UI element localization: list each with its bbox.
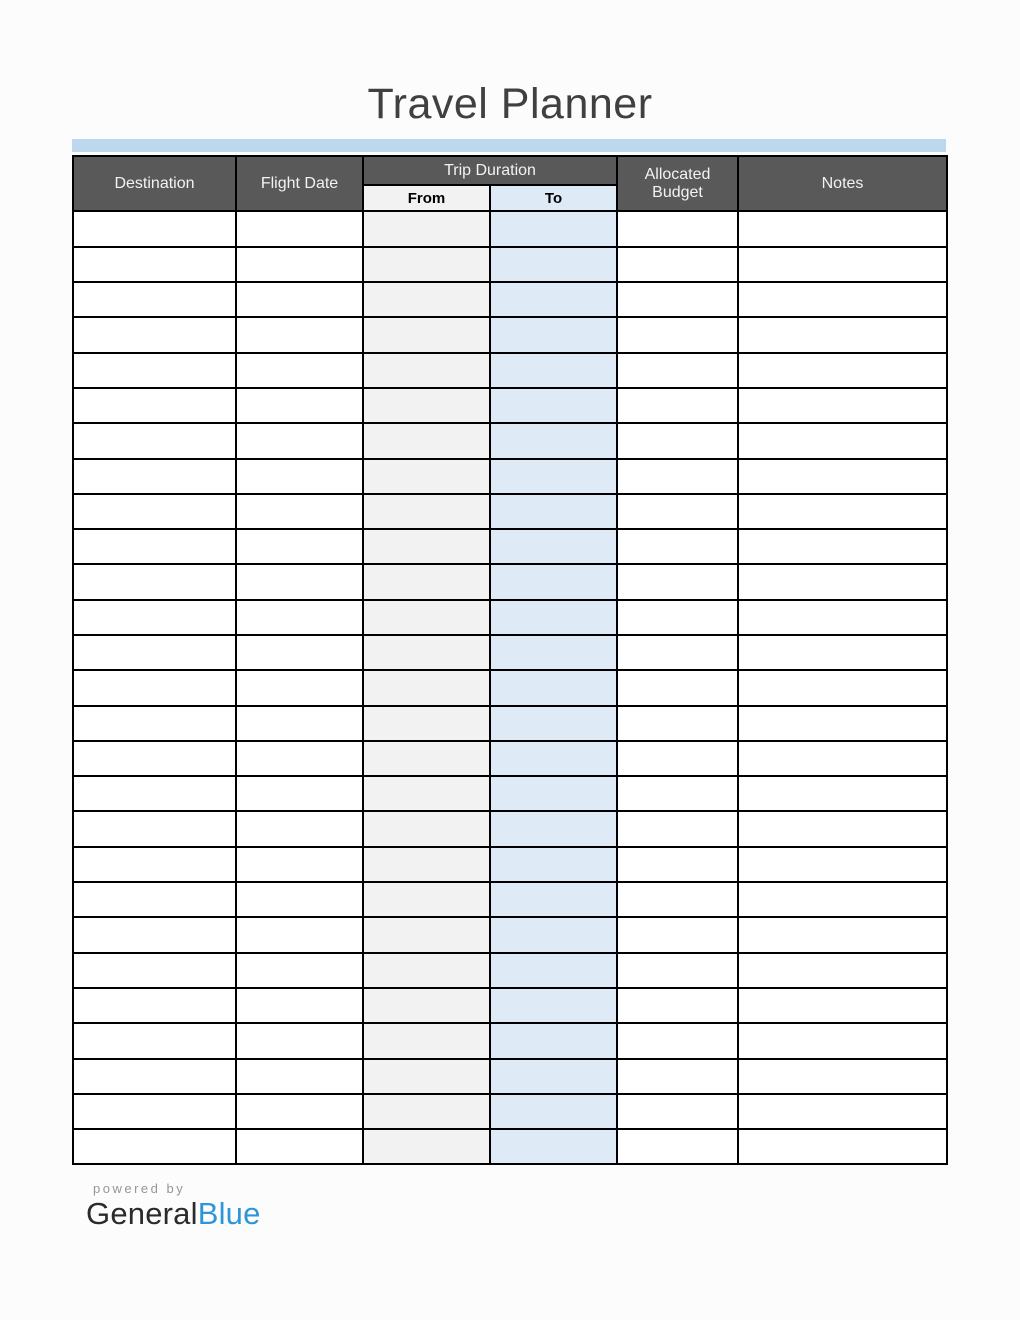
table-row (73, 317, 947, 352)
cell-trip-from[interactable] (363, 706, 490, 741)
cell-notes[interactable] (738, 741, 947, 776)
cell-allocated-budget[interactable] (617, 247, 738, 282)
cell-allocated-budget[interactable] (617, 706, 738, 741)
cell-destination[interactable] (73, 811, 236, 846)
table-row (73, 882, 947, 917)
cell-trip-to[interactable] (490, 317, 617, 352)
cell-trip-to[interactable] (490, 635, 617, 670)
cell-trip-to[interactable] (490, 1129, 617, 1164)
cell-trip-to[interactable] (490, 1023, 617, 1058)
column-header-from: From (363, 185, 490, 211)
cell-flight-date[interactable] (236, 635, 363, 670)
table-row (73, 494, 947, 529)
cell-destination[interactable] (73, 282, 236, 317)
cell-allocated-budget[interactable] (617, 317, 738, 352)
cell-trip-to[interactable] (490, 917, 617, 952)
cell-flight-date[interactable] (236, 388, 363, 423)
footer (86, 1181, 1020, 1231)
cell-trip-from[interactable] (363, 282, 490, 317)
cell-allocated-budget[interactable] (617, 1094, 738, 1129)
cell-notes[interactable] (738, 388, 947, 423)
cell-destination[interactable] (73, 706, 236, 741)
table-row (73, 917, 947, 952)
planner-table (72, 155, 948, 1165)
table-row (73, 459, 947, 494)
cell-allocated-budget[interactable] (617, 847, 738, 882)
table-row (73, 953, 947, 988)
cell-trip-to[interactable] (490, 741, 617, 776)
cell-allocated-budget[interactable] (617, 1129, 738, 1164)
cell-flight-date[interactable] (236, 706, 363, 741)
cell-notes[interactable] (738, 953, 947, 988)
cell-allocated-budget[interactable] (617, 917, 738, 952)
cell-allocated-budget[interactable] (617, 211, 738, 246)
cell-notes[interactable] (738, 1129, 947, 1164)
column-header-trip-duration: Trip Duration (363, 156, 617, 185)
cell-trip-to[interactable] (490, 247, 617, 282)
cell-trip-from[interactable] (363, 882, 490, 917)
cell-trip-to[interactable] (490, 494, 617, 529)
cell-flight-date[interactable] (236, 776, 363, 811)
cell-trip-from[interactable] (363, 494, 490, 529)
cell-trip-to[interactable] (490, 1094, 617, 1129)
cell-allocated-budget[interactable] (617, 282, 738, 317)
accent-bar (72, 139, 946, 152)
cell-trip-from[interactable] (363, 917, 490, 952)
cell-flight-date[interactable] (236, 1059, 363, 1094)
table-row (73, 282, 947, 317)
cell-trip-to[interactable] (490, 600, 617, 635)
cell-allocated-budget[interactable] (617, 600, 738, 635)
cell-allocated-budget[interactable] (617, 776, 738, 811)
cell-flight-date[interactable] (236, 423, 363, 458)
table-row (73, 600, 947, 635)
cell-destination[interactable] (73, 917, 236, 952)
cell-notes[interactable] (738, 247, 947, 282)
table-row (73, 1129, 947, 1164)
logo-text-general: General (86, 1196, 198, 1232)
cell-allocated-budget[interactable] (617, 988, 738, 1023)
cell-trip-from[interactable] (363, 1094, 490, 1129)
table-row (73, 564, 947, 599)
cell-trip-from[interactable] (363, 741, 490, 776)
cell-destination[interactable] (73, 317, 236, 352)
cell-notes[interactable] (738, 882, 947, 917)
cell-notes[interactable] (738, 988, 947, 1023)
cell-destination[interactable] (73, 600, 236, 635)
table-row (73, 388, 947, 423)
cell-allocated-budget[interactable] (617, 635, 738, 670)
cell-notes[interactable] (738, 353, 947, 388)
cell-allocated-budget[interactable] (617, 811, 738, 846)
cell-flight-date[interactable] (236, 670, 363, 705)
cell-destination[interactable] (73, 776, 236, 811)
cell-notes[interactable] (738, 1059, 947, 1094)
cell-destination[interactable] (73, 741, 236, 776)
planner-table-header (73, 156, 947, 211)
cell-notes[interactable] (738, 529, 947, 564)
cell-flight-date[interactable] (236, 741, 363, 776)
cell-destination[interactable] (73, 847, 236, 882)
planner-table-body (73, 211, 947, 1164)
cell-trip-to[interactable] (490, 564, 617, 599)
cell-trip-from[interactable] (363, 953, 490, 988)
cell-trip-to[interactable] (490, 459, 617, 494)
table-row (73, 529, 947, 564)
cell-trip-from[interactable] (363, 317, 490, 352)
cell-flight-date[interactable] (236, 529, 363, 564)
cell-flight-date[interactable] (236, 882, 363, 917)
cell-flight-date[interactable] (236, 811, 363, 846)
cell-notes[interactable] (738, 776, 947, 811)
table-row (73, 1059, 947, 1094)
cell-trip-from[interactable] (363, 635, 490, 670)
page-title: Travel Planner (367, 80, 653, 128)
cell-notes[interactable] (738, 670, 947, 705)
cell-trip-from[interactable] (363, 353, 490, 388)
cell-flight-date[interactable] (236, 847, 363, 882)
cell-trip-from[interactable] (363, 388, 490, 423)
cell-trip-to[interactable] (490, 1059, 617, 1094)
cell-trip-from[interactable] (363, 459, 490, 494)
cell-trip-to[interactable] (490, 670, 617, 705)
cell-trip-to[interactable] (490, 953, 617, 988)
cell-trip-to[interactable] (490, 776, 617, 811)
cell-destination[interactable] (73, 1129, 236, 1164)
cell-allocated-budget[interactable] (617, 670, 738, 705)
cell-flight-date[interactable] (236, 1129, 363, 1164)
cell-destination[interactable] (73, 1059, 236, 1094)
cell-destination[interactable] (73, 953, 236, 988)
cell-allocated-budget[interactable] (617, 494, 738, 529)
cell-flight-date[interactable] (236, 988, 363, 1023)
column-header-allocated-budget: Allocated Budget (617, 156, 738, 211)
table-row (73, 247, 947, 282)
cell-trip-from[interactable] (363, 670, 490, 705)
cell-notes[interactable] (738, 1023, 947, 1058)
cell-flight-date[interactable] (236, 247, 363, 282)
cell-destination[interactable] (73, 882, 236, 917)
cell-allocated-budget[interactable] (617, 882, 738, 917)
cell-trip-from[interactable] (363, 1129, 490, 1164)
powered-by-label: powered by (93, 1181, 186, 1197)
cell-destination[interactable] (73, 247, 236, 282)
cell-notes[interactable] (738, 282, 947, 317)
cell-trip-from[interactable] (363, 1023, 490, 1058)
cell-trip-to[interactable] (490, 423, 617, 458)
cell-flight-date[interactable] (236, 494, 363, 529)
cell-destination[interactable] (73, 1094, 236, 1129)
cell-flight-date[interactable] (236, 600, 363, 635)
cell-notes[interactable] (738, 847, 947, 882)
cell-flight-date[interactable] (236, 282, 363, 317)
column-header-destination: Destination (73, 156, 236, 211)
cell-flight-date[interactable] (236, 564, 363, 599)
table-row (73, 423, 947, 458)
cell-flight-date[interactable] (236, 211, 363, 246)
cell-trip-from[interactable] (363, 847, 490, 882)
logo-text-blue: Blue (197, 1196, 261, 1232)
table-row (73, 353, 947, 388)
column-header-notes: Notes (738, 156, 947, 211)
cell-trip-from[interactable] (363, 564, 490, 599)
table-row (73, 811, 947, 846)
cell-destination[interactable] (73, 423, 236, 458)
cell-notes[interactable] (738, 706, 947, 741)
cell-notes[interactable] (738, 600, 947, 635)
cell-notes[interactable] (738, 494, 947, 529)
cell-allocated-budget[interactable] (617, 423, 738, 458)
cell-destination[interactable] (73, 988, 236, 1023)
cell-destination[interactable] (73, 670, 236, 705)
cell-trip-from[interactable] (363, 1059, 490, 1094)
generalblue-logo[interactable] (86, 1197, 1020, 1231)
cell-notes[interactable] (738, 211, 947, 246)
cell-flight-date[interactable] (236, 353, 363, 388)
cell-flight-date[interactable] (236, 917, 363, 952)
cell-allocated-budget[interactable] (617, 459, 738, 494)
column-header-to: To (490, 185, 617, 211)
cell-notes[interactable] (738, 423, 947, 458)
cell-trip-to[interactable] (490, 811, 617, 846)
cell-flight-date[interactable] (236, 317, 363, 352)
cell-destination[interactable] (73, 564, 236, 599)
table-row (73, 1023, 947, 1058)
cell-flight-date[interactable] (236, 459, 363, 494)
cell-destination[interactable] (73, 1023, 236, 1058)
cell-allocated-budget[interactable] (617, 353, 738, 388)
cell-allocated-budget[interactable] (617, 1059, 738, 1094)
table-row (73, 741, 947, 776)
cell-destination[interactable] (73, 353, 236, 388)
cell-trip-to[interactable] (490, 388, 617, 423)
cell-trip-to[interactable] (490, 706, 617, 741)
cell-destination[interactable] (73, 529, 236, 564)
cell-allocated-budget[interactable] (617, 564, 738, 599)
cell-trip-from[interactable] (363, 423, 490, 458)
cell-allocated-budget[interactable] (617, 1023, 738, 1058)
cell-allocated-budget[interactable] (617, 388, 738, 423)
cell-trip-to[interactable] (490, 282, 617, 317)
cell-notes[interactable] (738, 917, 947, 952)
cell-allocated-budget[interactable] (617, 529, 738, 564)
cell-flight-date[interactable] (236, 1023, 363, 1058)
cell-notes[interactable] (738, 317, 947, 352)
cell-trip-from[interactable] (363, 529, 490, 564)
cell-destination[interactable] (73, 211, 236, 246)
cell-trip-to[interactable] (490, 211, 617, 246)
cell-notes[interactable] (738, 459, 947, 494)
cell-notes[interactable] (738, 811, 947, 846)
cell-trip-from[interactable] (363, 811, 490, 846)
cell-trip-from[interactable] (363, 988, 490, 1023)
cell-flight-date[interactable] (236, 953, 363, 988)
cell-trip-from[interactable] (363, 600, 490, 635)
table-row (73, 1094, 947, 1129)
table-row (73, 706, 947, 741)
table-row (73, 635, 947, 670)
table-row (73, 988, 947, 1023)
column-header-flight-date: Flight Date (236, 156, 363, 211)
cell-trip-to[interactable] (490, 988, 617, 1023)
cell-trip-from[interactable] (363, 211, 490, 246)
cell-allocated-budget[interactable] (617, 741, 738, 776)
cell-notes[interactable] (738, 564, 947, 599)
cell-destination[interactable] (73, 494, 236, 529)
table-row (73, 847, 947, 882)
cell-trip-to[interactable] (490, 353, 617, 388)
cell-trip-to[interactable] (490, 882, 617, 917)
table-row (73, 670, 947, 705)
cell-trip-from[interactable] (363, 247, 490, 282)
cell-notes[interactable] (738, 635, 947, 670)
table-row (73, 776, 947, 811)
cell-destination[interactable] (73, 459, 236, 494)
cell-trip-from[interactable] (363, 776, 490, 811)
cell-trip-to[interactable] (490, 847, 617, 882)
table-row (73, 211, 947, 246)
cell-notes[interactable] (738, 1094, 947, 1129)
cell-allocated-budget[interactable] (617, 953, 738, 988)
cell-destination[interactable] (73, 388, 236, 423)
cell-trip-to[interactable] (490, 529, 617, 564)
cell-flight-date[interactable] (236, 1094, 363, 1129)
cell-destination[interactable] (73, 635, 236, 670)
